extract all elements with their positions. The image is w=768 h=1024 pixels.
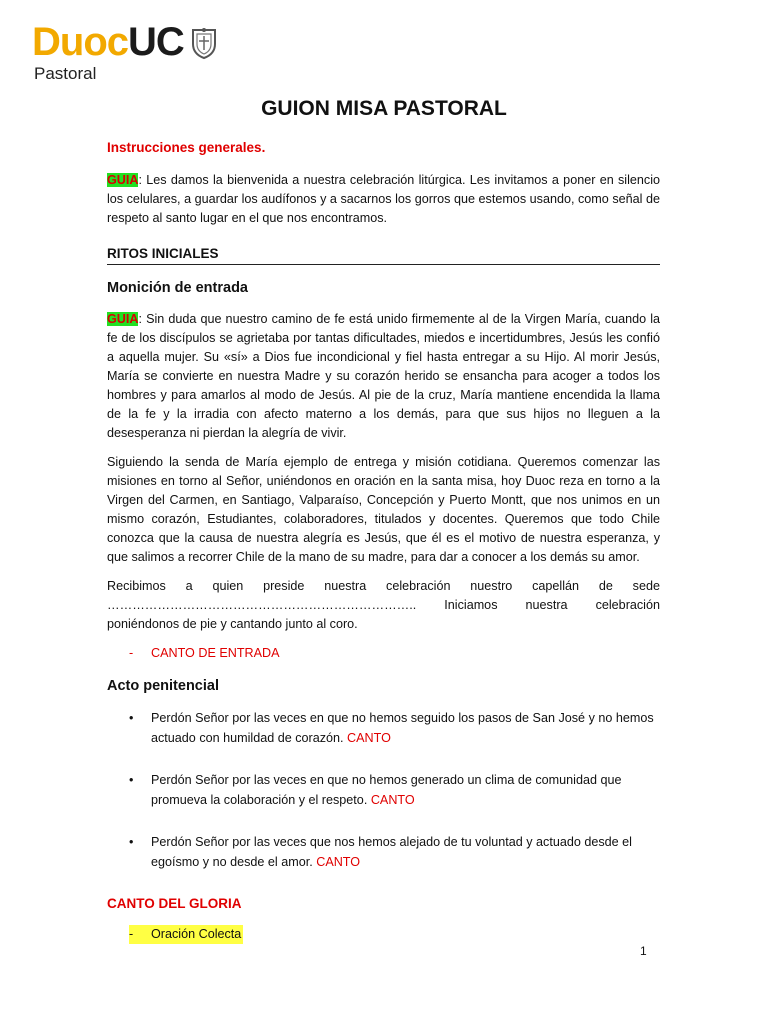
bullet-marker: • (129, 835, 134, 849)
list-item-text: Perdón Señor por las veces en que no hemos seguido los pasos de San José y no hemos actuado con humildad de corazón. (151, 711, 654, 745)
general-instructions-text: : Les damos la bienvenida a nuestra celebración litúrgica. Les invitamos a poner en silencio los celulares, a guardar los audífonos y a sacarnos los gorros que estemos usando, como señal de respeto al santo lugar en el que nos encontramos. (107, 173, 660, 225)
document-body (107, 138, 660, 944)
monicion-title: Monición de entrada (107, 280, 248, 296)
logo-subtitle: Pastoral (34, 64, 97, 83)
guia-label: GUIA (107, 173, 139, 187)
canto-label: CANTO (347, 731, 391, 745)
bullet-marker: • (129, 711, 134, 725)
list-item (107, 770, 660, 810)
list-item (107, 708, 660, 748)
canto-label: CANTO (316, 855, 361, 869)
duoc-uc-logo (32, 14, 232, 86)
canto-entrada-item (129, 644, 660, 663)
general-instructions-paragraph (107, 171, 660, 228)
logo-wordmark (32, 20, 184, 64)
university-seal-icon (190, 26, 218, 60)
bullet-marker: • (129, 773, 134, 787)
acto-penitencial-list (107, 708, 660, 872)
list-item-text: Perdón Señor por las veces en que no hemos generado un clima de comunidad que promueva la colaboración y el respeto. (151, 773, 622, 807)
general-instructions-heading: Instrucciones generales. (107, 140, 266, 155)
monicion-paragraph-1 (107, 310, 660, 443)
canto-label: CANTO (370, 793, 415, 807)
monicion-paragraph-3: Recibimos a quien preside nuestra celebración nuestro capellán de sede ……………………………………………………………….. Iniciamos nuestra celebración poniéndonos de pie y cantando junto al coro. (107, 579, 660, 631)
acto-penitencial-title: Acto penitencial (107, 678, 219, 694)
dash-marker: - (129, 646, 134, 660)
monicion-text-1: : Sin duda que nuestro camino de fe está unido firmemente al de la Virgen María, cuando la fe de los discípulos se agrietaba por tantas dificultades, miedos e incertidumbres, Jesús les confió a aquella mujer. Su «sí» a Dios fue incondicional y fiel hasta entregar a su Hijo. Al morir Jesús, María se convierte en nuestra Madre y su corazón herido se ensancha para acoger a todos los hombres y para amarlos al modo de Jesús. Al pie de la cruz, María mantiene encendida la llama de la fe y la irradia con afecto materno a los demás, para que sus hijos no lleguen a la desesperanza ni pierdan la alegría de vivir. (107, 312, 660, 440)
page-number: 1 (640, 944, 647, 958)
ritos-iniciales-title: RITOS INICIALES (107, 244, 660, 265)
dash-marker: - (129, 927, 134, 941)
canto-gloria-title: CANTO DEL GLORIA (107, 896, 242, 911)
monicion-paragraph-2: Siguiendo la senda de María ejemplo de entrega y misión cotidiana. Queremos comenzar las misiones en torno al Señor, uniéndonos en oración en la santa misa, hoy Duoc reza en torno a la Virgen del Carmen, en Santiago, Valparaíso, Concepción y Puerto Montt, que nos unimos en un mismo corazón, Estudiantes, colaboradores, titulados y docentes. Queremos que todo Chile conozca que la causa de nuestra alegría es Jesús, que él es el motivo de nuestra esperanza, y que salimos a recorrer Chile de la mano de su madre, para dar a conocer a los demás su amor. (107, 455, 660, 564)
logo-uc-text: UC (128, 20, 184, 64)
document-title: GUION MISA PASTORAL (261, 97, 507, 120)
oracion-colecta-item (129, 925, 243, 944)
logo-duoc-text: Duoc (32, 20, 128, 64)
oracion-colecta-label: Oración Colecta (151, 927, 242, 941)
list-item-text: Perdón Señor por las veces que nos hemos alejado de tu voluntad y actuado desde el egoísmo y no desde el amor. (151, 835, 632, 869)
guia-label: GUIA (107, 312, 139, 326)
list-item (107, 832, 660, 872)
canto-entrada-label: CANTO DE ENTRADA (151, 646, 280, 660)
